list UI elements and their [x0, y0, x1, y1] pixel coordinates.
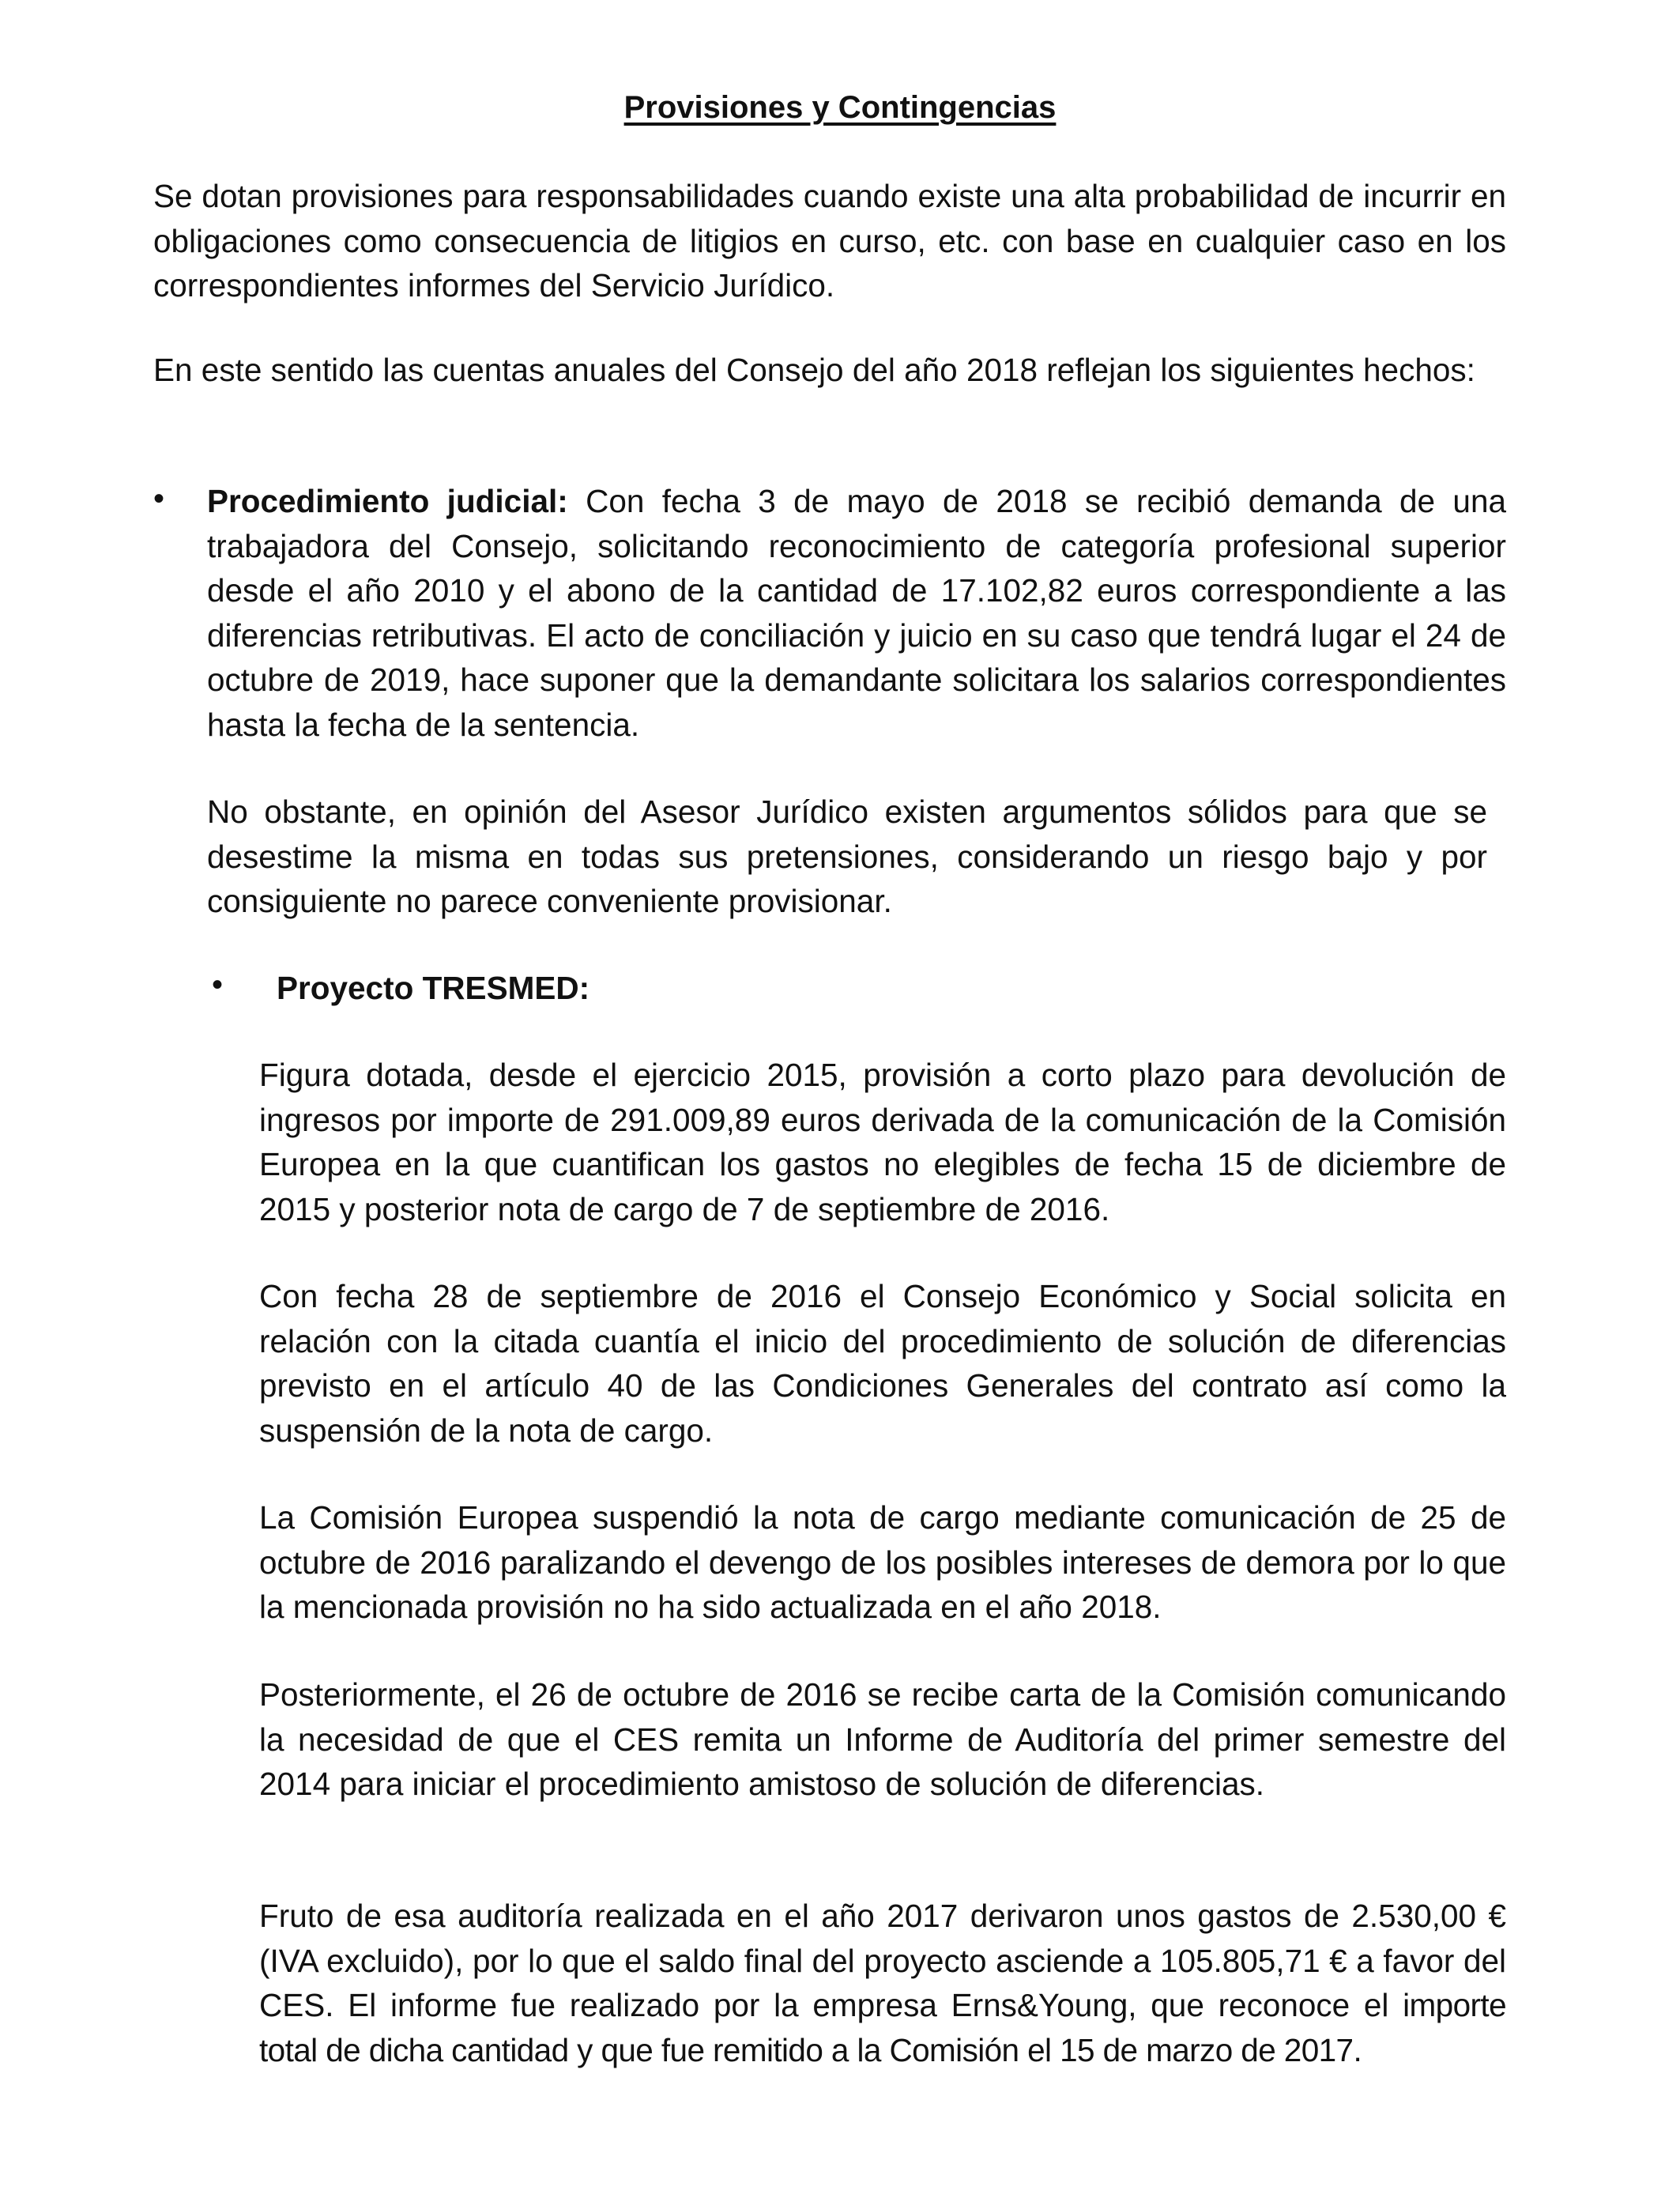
tresmed-paragraph: Figura dotada, desde el ejercicio 2015, provisión a corto plazo para devolución de ingresos por importe de 291.009,89 euros derivada de la comunicación de la Comisión Europea en la que cuantifican los gastos no elegibles de fecha 15 de diciembre de 2015 y posterior nota de cargo de 7 de septiembre de 2016.: [259, 1057, 1506, 1227]
document-title: Provisiones y Contingencias: [623, 90, 1057, 125]
intro-paragraph: Se dotan provisiones para responsabilidades cuando existe una alta probabilidad de incurrir en obligaciones como consecuencia de litigios en curso, etc. con base en cualquier caso en los correspondientes informes del Servicio Jurídico.: [153, 178, 1506, 303]
bullet-heading: Proyecto TRESMED:: [277, 970, 590, 1006]
tresmed-paragraph: [259, 1894, 1506, 2072]
bullet-body: Con fecha 3 de mayo de 2018 se recibió demanda de una trabajadora del Consejo, solicitando reconocimiento de categoría profesional superior desde el año 2010 y el abono de la cantidad de 17.102,82 euros correspondiente a las diferencias retributivas. El acto de conciliación y juicio en su caso que tendrá lugar el 24 de octubre de 2019, hace suponer que la demandante solicitara los salarios correspondientes hasta la fecha de la sentencia.: [207, 483, 1506, 743]
paragraph-text: importe total de dicha cantidad y que fue remitido a la Comisión el 15 de marzo de 2017.: [259, 1987, 1506, 2068]
tresmed-paragraph: Posteriormente, el 26 de octubre de 2016 se recibe carta de la Comisión comunicando la necesidad de que el CES remita un Informe de Auditoría del primer semestre del 2014 para iniciar el procedimiento amistoso de solución de diferencias.: [259, 1676, 1506, 1802]
bullet-procedimiento-judicial: [207, 479, 1506, 747]
bullet-marker: •: [212, 967, 224, 1002]
paragraph-text: Fruto de esa auditoría realizada en el año 2017 derivaron unos gastos de 2.530,00 € (IVA excluido), por lo que el saldo final del proyecto asciende a 105.805,71 € a favor del CES. El informe fue realizado por la empresa Erns&Young, que reconoce el: [259, 1898, 1506, 2023]
tresmed-paragraph: Con fecha 28 de septiembre de 2016 el Consejo Económico y Social solicita en relación con la citada cuantía el inicio del procedimiento de solución de diferencias previsto en el artículo 40 de las Condiciones Generales del contrato así como la suspensión de la nota de cargo.: [259, 1278, 1506, 1449]
legal-opinion-paragraph: No obstante, en opinión del Asesor Jurídico existen argumentos sólidos para que se desestime la misma en todas sus pretensiones, considerando un riesgo bajo y por consiguiente no parece conveniente provisionar.: [207, 794, 1487, 919]
context-paragraph: En este sentido las cuentas anuales del Consejo del año 2018 reflejan los siguientes hechos:: [153, 352, 1475, 388]
bullet-marker: •: [153, 481, 165, 516]
bullet-heading: Procedimiento judicial:: [207, 483, 568, 519]
tresmed-paragraph: La Comisión Europea suspendió la nota de cargo mediante comunicación de 25 de octubre de 2016 paralizando el devengo de los posibles intereses de demora por lo que la mencionada provisión no ha sido actualizada en el año 2018.: [259, 1499, 1506, 1625]
